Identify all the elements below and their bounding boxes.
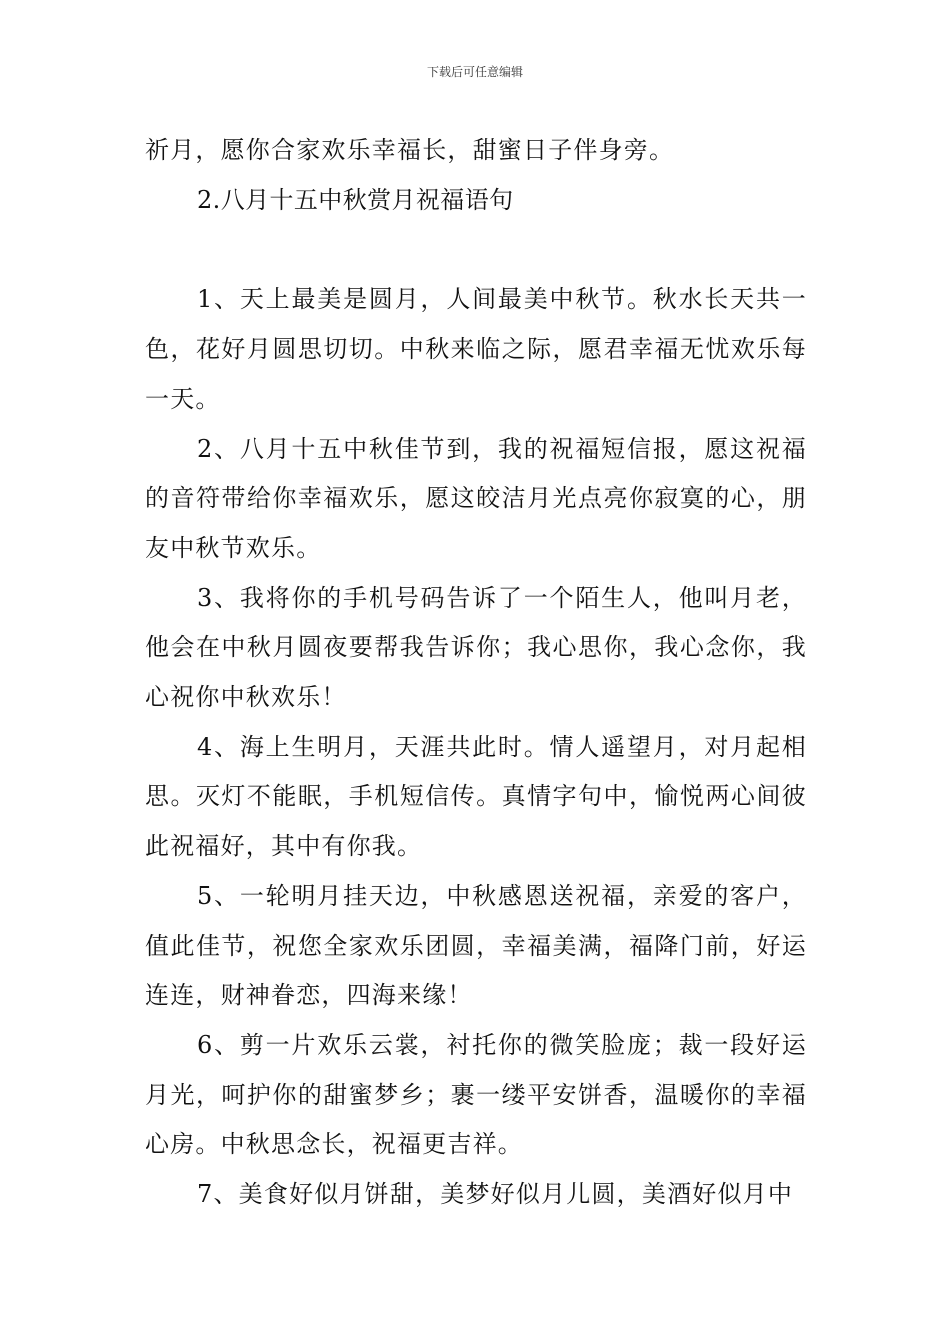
blessing-item-3: 3、我将你的手机号码告诉了一个陌生人，他叫月老，他会在中秋月圆夜要帮我告诉你；我心思你，我心念你，我心祝你中秋欢乐！ <box>145 583 807 712</box>
page-header-note: 下载后可任意编辑 <box>426 65 523 79</box>
blessing-item-6: 6、剪一片欢乐云裳，衬托你的微笑脸庞；裁一段好运月光，呵护你的甜蜜梦乡；裹一缕平安饼香，温暖你的幸福心房。中秋思念长，祝福更吉祥。 <box>145 1030 807 1159</box>
section-title: 2.八月十五中秋赏月祝福语句 <box>197 185 514 214</box>
blessing-item-5: 5、一轮明月挂天边，中秋感恩送祝福，亲爱的客户，值此佳节，祝您全家欢乐团圆，幸福美满，福降门前，好运连连，财神眷恋，四海来缘！ <box>145 881 807 1010</box>
blessing-item-2: 2、八月十五中秋佳节到，我的祝福短信报，愿这祝福的音符带给你幸福欢乐，愿这皎洁月光点亮你寂寞的心，朋友中秋节欢乐。 <box>145 434 807 562</box>
blessing-item-1: 1、天上最美是圆月，人间最美中秋节。秋水长天共一色，花好月圆思切切。中秋来临之际，愿君幸福无忧欢乐每一天。 <box>145 285 807 413</box>
blank-line <box>145 225 807 275</box>
blessing-item-7: 7、美食好似月饼甜，美梦好似月儿圆，美酒好似月中 <box>197 1180 794 1209</box>
continuation-paragraph: 祈月，愿你合家欢乐幸福长，甜蜜日子伴身旁。 <box>145 136 675 164</box>
document-body <box>145 126 807 1220</box>
blessing-item-4: 4、海上生明月，天涯共此时。情人遥望月，对月起相思。灭灯不能眠，手机短信传。真情字句中，愉悦两心间彼此祝福好，其中有你我。 <box>145 732 807 861</box>
